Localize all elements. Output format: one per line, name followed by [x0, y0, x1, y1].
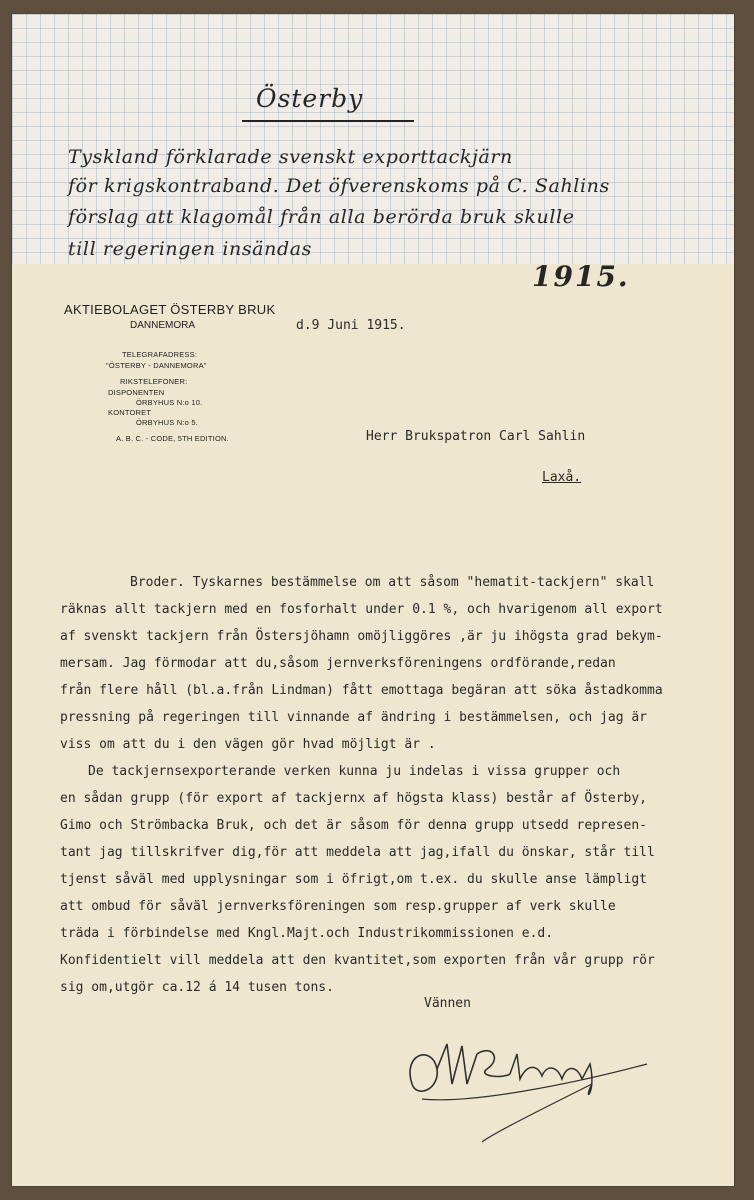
phones-label: RIKSTELEFONER: — [120, 377, 188, 386]
body-line: Broder. Tyskarnes bestämmelse om att såsom "hematit-tackjern" skall — [130, 575, 655, 590]
body-line: tjenst såväl med upplysningar som i öfrigt,om t.ex. du skulle anse lämpligt — [60, 872, 647, 887]
handwritten-signature — [392, 1024, 652, 1144]
body-line: pressning på regeringen till vinnande af ändring i bestämmelsen, och jag är — [60, 710, 647, 725]
body-line: Gimo och Strömbacka Bruk, och det är såsom för denna grupp utsedd represen- — [60, 818, 647, 833]
body-line: tant jag tillskrifver dig,för att meddela att jag,ifall du önskar, står till — [60, 845, 655, 860]
body-line: De tackjernsexporterande verken kunna ju indelas i vissa grupper och — [88, 764, 621, 779]
letter-date: d.9 Juni 1915. — [296, 318, 406, 333]
handwritten-note-line: för krigskontraband. Det öfverenskoms på C. Sahlins — [68, 175, 610, 197]
closing: Vännen — [424, 996, 471, 1011]
body-line: sig om,utgör ca.12 á 14 tusen tons. — [60, 980, 334, 995]
handwritten-note-line: till regeringen insändas — [68, 238, 312, 260]
kontoret-label: KONTORET — [108, 408, 152, 417]
recipient-name: Herr Brukspatron Carl Sahlin — [366, 429, 586, 444]
recipient-place: Laxå. — [542, 470, 582, 485]
title-underline — [242, 120, 414, 122]
body-line: mersam. Jag förmodar att du,såsom jernverksföreningens ordförande,redan — [60, 656, 616, 671]
body-line: från flere håll (bl.a.från Lindman) fått emottaga begäran att söka åstadkomma — [60, 683, 663, 698]
company-name: AKTIEBOLAGET ÖSTERBY BRUK — [64, 302, 276, 317]
handwritten-note-line: förslag att klagomål från alla berörda bruk skulle — [68, 206, 575, 228]
letter-sheet — [12, 14, 734, 1186]
body-line: träda i förbindelse med Kngl.Majt.och Industrikommissionen e.d. — [60, 926, 554, 941]
body-line: Konfidentielt vill meddela att den kvantitet,som exporten från vår grupp rör — [60, 953, 655, 968]
handwritten-title: Österby — [256, 84, 364, 113]
body-line: en sådan grupp (för export af tackjernx af högsta klass) består af Österby, — [60, 791, 647, 806]
telegraph-address: "ÖSTERBY - DANNEMORA" — [106, 361, 207, 370]
code-edition: A. B. C. - CODE, 5TH EDITION. — [116, 434, 229, 443]
kontoret-phone: ÖRBYHUS N:o 5. — [136, 418, 198, 427]
handwritten-year: 1915. — [532, 260, 630, 293]
body-line: att ombud för såväl jernverksföreningen som resp.grupper af verk skulle — [60, 899, 616, 914]
disponenten-label: DISPONENTEN — [108, 388, 165, 397]
telegraph-label: TELEGRAFADRESS: — [122, 350, 198, 359]
body-line: viss om att du i den vägen gör hvad möjligt är . — [60, 737, 436, 752]
body-line: räknas allt tackjern med en fosforhalt under 0.1 %, och hvarigenom all export — [60, 602, 663, 617]
handwritten-note-line: Tyskland förklarade svenskt exporttackjärn — [68, 146, 513, 168]
company-location: DANNEMORA — [130, 320, 196, 331]
body-line: af svenskt tackjern från Östersjöhamn omöjliggöres ,är ju ihögsta grad bekym- — [60, 629, 663, 644]
disponenten-phone: ÖRBYHUS N:o 10. — [136, 398, 203, 407]
